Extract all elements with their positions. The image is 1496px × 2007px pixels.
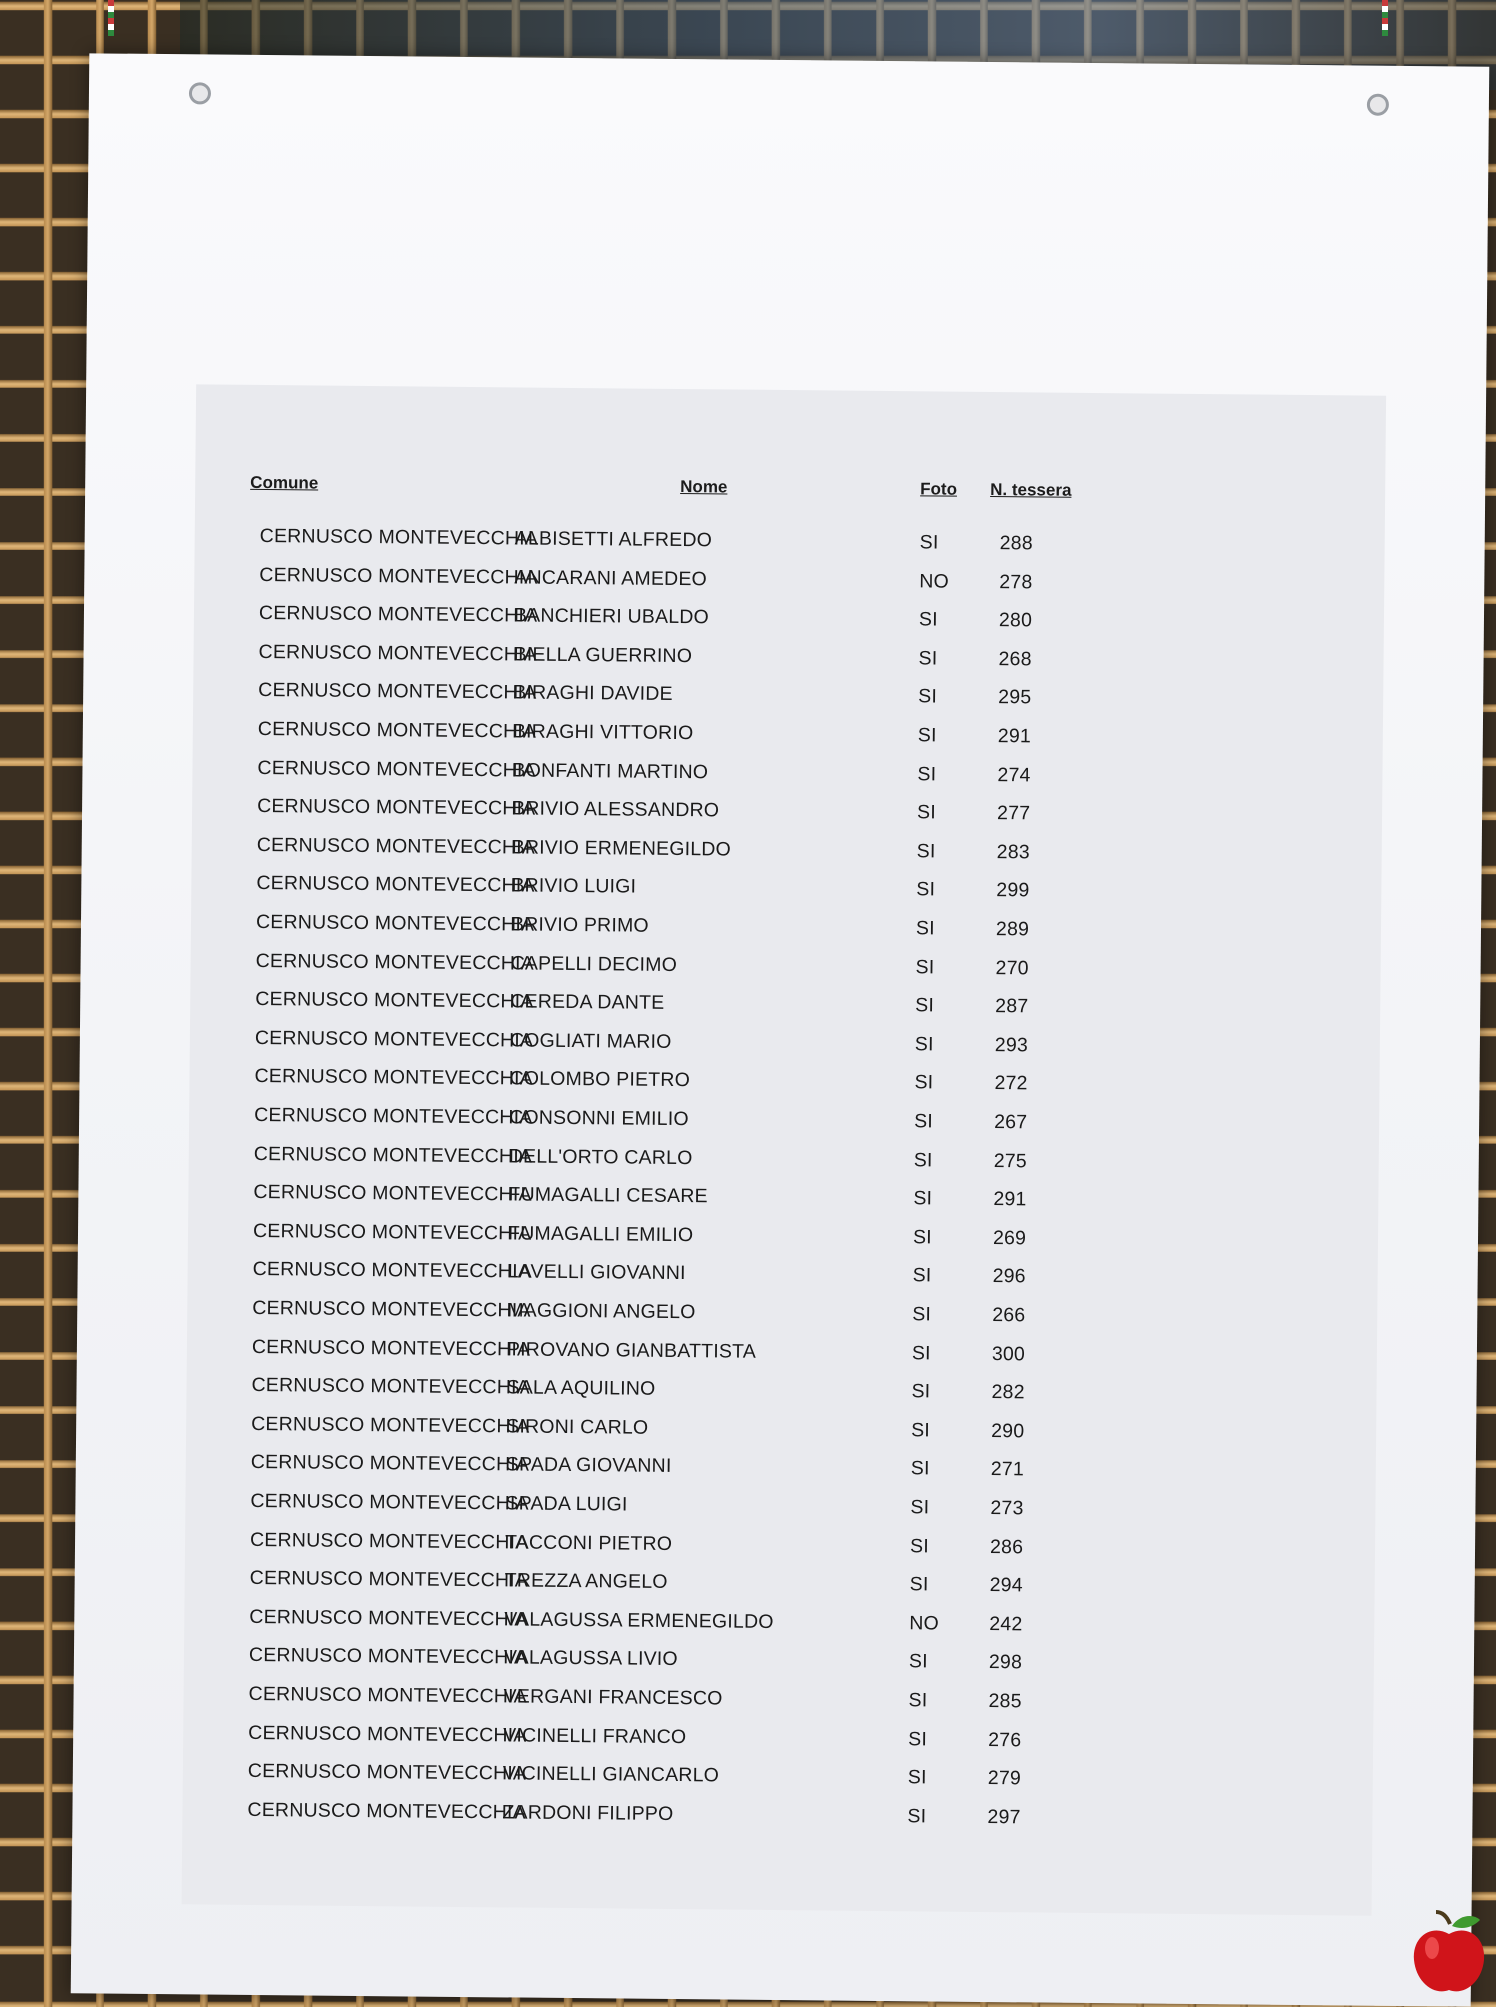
cell-foto: SI (909, 1534, 929, 1558)
cell-foto: SI (919, 531, 939, 554)
cell-foto: SI (915, 955, 935, 979)
cell-comune: CERNUSCO MONTEVECCHIA (255, 988, 534, 1013)
cell-tessera: 298 (988, 1651, 1023, 1674)
cell-foto: SI (910, 1496, 930, 1519)
cell-nome: ALBISETTI ALFREDO (514, 527, 713, 552)
cell-tessera: 285 (988, 1690, 1022, 1713)
cell-foto: SI (915, 994, 935, 1017)
cell-nome: BONFANTI MARTINO (512, 759, 709, 783)
cell-comune: CERNUSCO MONTEVECCHIA (253, 1142, 533, 1168)
cell-nome: CAPELLI DECIMO (510, 952, 678, 976)
cell-comune: CERNUSCO MONTEVECCHIA (251, 1374, 530, 1399)
cell-nome: BANCHIERI UBALDO (513, 604, 710, 629)
cell-comune: CERNUSCO MONTEVECCHIA (254, 1103, 533, 1129)
cell-foto: SI (908, 1727, 928, 1751)
cell-tessera: 269 (992, 1226, 1027, 1250)
cell-comune: CERNUSCO MONTEVECCHIA (255, 910, 535, 936)
cell-tessera: 274 (997, 763, 1031, 786)
cell-foto: SI (916, 840, 936, 863)
apple-icon (1410, 1910, 1488, 1996)
cell-tessera: 293 (994, 1033, 1029, 1057)
cell-foto: SI (907, 1805, 927, 1828)
cell-foto: NO (909, 1612, 940, 1635)
cell-comune: CERNUSCO MONTEVECCHIA (259, 563, 538, 589)
cell-tessera: 276 (988, 1728, 1022, 1751)
cell-tessera: 297 (987, 1805, 1021, 1829)
cell-foto: SI (915, 917, 935, 940)
cell-foto: SI (918, 685, 938, 708)
cell-foto: SI (916, 801, 937, 824)
cell-comune: CERNUSCO MONTEVECCHIA (248, 1682, 528, 1708)
cell-nome: SPADA LUIGI (505, 1492, 628, 1516)
cell-nome: ANCARANI AMEDEO (514, 566, 708, 590)
cell-foto: SI (912, 1226, 932, 1249)
cell-foto: SI (911, 1341, 931, 1365)
cell-foto: SI (912, 1303, 932, 1326)
cell-nome: PIROVANO GIANBATTISTA (506, 1337, 757, 1363)
cell-comune: CERNUSCO MONTEVECCHIA (252, 1219, 532, 1245)
cell-comune: CERNUSCO MONTEVECCHIA (257, 795, 536, 820)
cell-nome: ZARDONI FILIPPO (502, 1801, 674, 1825)
cell-foto: SI (917, 724, 937, 747)
cell-tessera: 271 (990, 1458, 1025, 1481)
cell-comune: CERNUSCO MONTEVECCHIA (257, 756, 536, 782)
cell-tessera: 296 (992, 1265, 1026, 1288)
cell-foto: SI (918, 647, 938, 670)
cell-foto: SI (908, 1689, 928, 1712)
cell-tessera: 278 (999, 570, 1033, 593)
cell-tessera: 275 (993, 1149, 1028, 1172)
cell-comune: CERNUSCO MONTEVECCHIA (257, 717, 537, 743)
cell-comune: CERNUSCO MONTEVECCHIA (250, 1451, 530, 1477)
cell-tessera: 288 (999, 532, 1033, 555)
cell-nome: BIELLA GUERRINO (513, 643, 693, 667)
cell-nome: BRIVIO PRIMO (510, 913, 649, 937)
cell-comune: CERNUSCO MONTEVECCHIA (250, 1489, 529, 1515)
cell-nome: DELL'ORTO CARLO (508, 1144, 693, 1169)
cell-foto: SI (917, 762, 937, 786)
cell-comune: CERNUSCO MONTEVECCHIA (258, 640, 538, 666)
cell-foto: SI (914, 1071, 934, 1094)
cell-comune: CERNUSCO MONTEVECCHIA (251, 1335, 531, 1361)
cell-comune: CERNUSCO MONTEVECCHIA (254, 1026, 534, 1052)
cell-foto: SI (914, 1033, 934, 1056)
cell-foto: SI (916, 878, 936, 901)
cell-comune: CERNUSCO MONTEVECCHIA (247, 1798, 526, 1824)
cell-nome: BIRAGHI DAVIDE (513, 681, 673, 706)
eyelet-right (1367, 94, 1389, 116)
cell-nome: BRIVIO ERMENEGILDO (511, 836, 732, 861)
cell-tessera: 273 (990, 1497, 1024, 1520)
eyelet-left (189, 82, 211, 104)
cell-nome: SPADA GIOVANNI (505, 1453, 672, 1478)
cell-nome: BRIVIO ALESSANDRO (512, 797, 720, 822)
cell-comune: CERNUSCO MONTEVECCHIA (256, 872, 535, 898)
cell-tessera: 270 (995, 956, 1029, 979)
cell-tessera: 295 (998, 686, 1032, 709)
cell-nome: FUMAGALLI EMILIO (507, 1222, 694, 1246)
paper-sheet (71, 53, 1490, 2006)
header-tessera: N. tessera (990, 479, 1072, 500)
cell-comune: CERNUSCO MONTEVECCHIA (249, 1605, 528, 1631)
cell-foto: SI (907, 1766, 927, 1789)
cell-tessera: 299 (996, 879, 1030, 902)
cell-tessera: 294 (989, 1574, 1023, 1597)
cell-nome: VICINELLI GIANCARLO (502, 1762, 720, 1787)
cell-comune: CERNUSCO MONTEVECCHIA (256, 833, 536, 859)
cell-comune: CERNUSCO MONTEVECCHIA (248, 1644, 528, 1669)
cell-nome: VALAGUSSA LIVIO (503, 1646, 678, 1671)
cell-comune: CERNUSCO MONTEVECCHIA (249, 1567, 529, 1592)
cell-foto: SI (909, 1573, 929, 1596)
cell-tessera: 267 (994, 1111, 1028, 1134)
cell-tessera: 272 (994, 1072, 1028, 1095)
cell-foto: SI (911, 1380, 931, 1403)
cell-comune: CERNUSCO MONTEVECCHIA (254, 1065, 533, 1091)
tie-string-right (1382, 0, 1388, 36)
cell-tessera: 277 (996, 802, 1031, 825)
cell-comune: CERNUSCO MONTEVECCHIA (253, 1181, 532, 1206)
cell-comune: CERNUSCO MONTEVECCHIA (252, 1258, 532, 1284)
cell-tessera: 289 (995, 918, 1030, 941)
cell-comune: CERNUSCO MONTEVECCHIA (247, 1760, 527, 1785)
cell-foto: SI (910, 1457, 930, 1480)
cell-tessera: 291 (993, 1188, 1027, 1211)
cell-tessera: 282 (991, 1381, 1025, 1404)
cell-nome: VICINELLI FRANCO (503, 1723, 687, 1748)
cell-foto: SI (908, 1650, 928, 1673)
cell-tessera: 266 (992, 1304, 1026, 1327)
header-nome: Nome (680, 477, 728, 497)
cell-comune: CERNUSCO MONTEVECCHIA (251, 1412, 530, 1438)
cell-foto: NO (919, 569, 950, 593)
cell-nome: CONSONNI EMILIO (509, 1106, 689, 1131)
cell-foto: SI (912, 1264, 932, 1287)
cell-tessera: 300 (991, 1342, 1026, 1365)
cell-nome: LAVELLI GIOVANNI (507, 1260, 686, 1285)
cell-foto: SI (918, 608, 938, 631)
cell-foto: SI (911, 1419, 931, 1442)
cell-nome: CEREDA DANTE (510, 990, 665, 1015)
cell-comune: CERNUSCO MONTEVECCHIA (252, 1296, 531, 1322)
cell-nome: SALA AQUILINO (506, 1376, 656, 1401)
cell-tessera: 268 (998, 647, 1032, 671)
cell-tessera: 291 (997, 725, 1032, 748)
cell-nome: MAGGIONI ANGELO (507, 1299, 696, 1324)
cell-tessera: 283 (996, 840, 1030, 864)
cell-nome: TREZZA ANGELO (504, 1569, 668, 1594)
cell-nome: COLOMBO PIETRO (509, 1067, 691, 1092)
cell-comune: CERNUSCO MONTEVECCHIA (258, 602, 538, 627)
cell-foto: SI (913, 1187, 933, 1210)
cell-tessera: 279 (987, 1767, 1022, 1790)
header-comune: Comune (250, 472, 319, 493)
cell-tessera: 287 (995, 995, 1029, 1018)
cell-tessera: 286 (989, 1535, 1024, 1558)
cell-nome: VALAGUSSA ERMENEGILDO (504, 1608, 774, 1633)
cell-nome: VERGANI FRANCESCO (503, 1685, 723, 1710)
cell-nome: TACCONI PIETRO (504, 1530, 673, 1555)
cell-tessera: 290 (991, 1419, 1025, 1443)
cell-comune: CERNUSCO MONTEVECCHIA (255, 949, 535, 975)
cell-nome: FUMAGALLI CESARE (508, 1183, 708, 1208)
cell-nome: COGLIATI MARIO (509, 1029, 672, 1053)
header-foto: Foto (920, 479, 958, 499)
tie-string-left (108, 0, 114, 36)
cell-tessera: 242 (989, 1612, 1023, 1636)
cell-nome: SIRONI CARLO (506, 1415, 649, 1439)
cell-comune: CERNUSCO MONTEVECCHIA (258, 679, 537, 705)
cell-tessera: 280 (998, 609, 1033, 632)
cell-nome: BIRAGHI VITTORIO (512, 720, 694, 745)
cell-foto: SI (913, 1148, 933, 1172)
cell-foto: SI (914, 1110, 934, 1133)
cell-comune: CERNUSCO MONTEVECCHIA (249, 1528, 529, 1554)
cell-comune: CERNUSCO MONTEVECCHIA (259, 524, 539, 550)
cell-nome: BRIVIO LUIGI (511, 874, 637, 899)
cell-comune: CERNUSCO MONTEVECCHIA (248, 1721, 527, 1747)
